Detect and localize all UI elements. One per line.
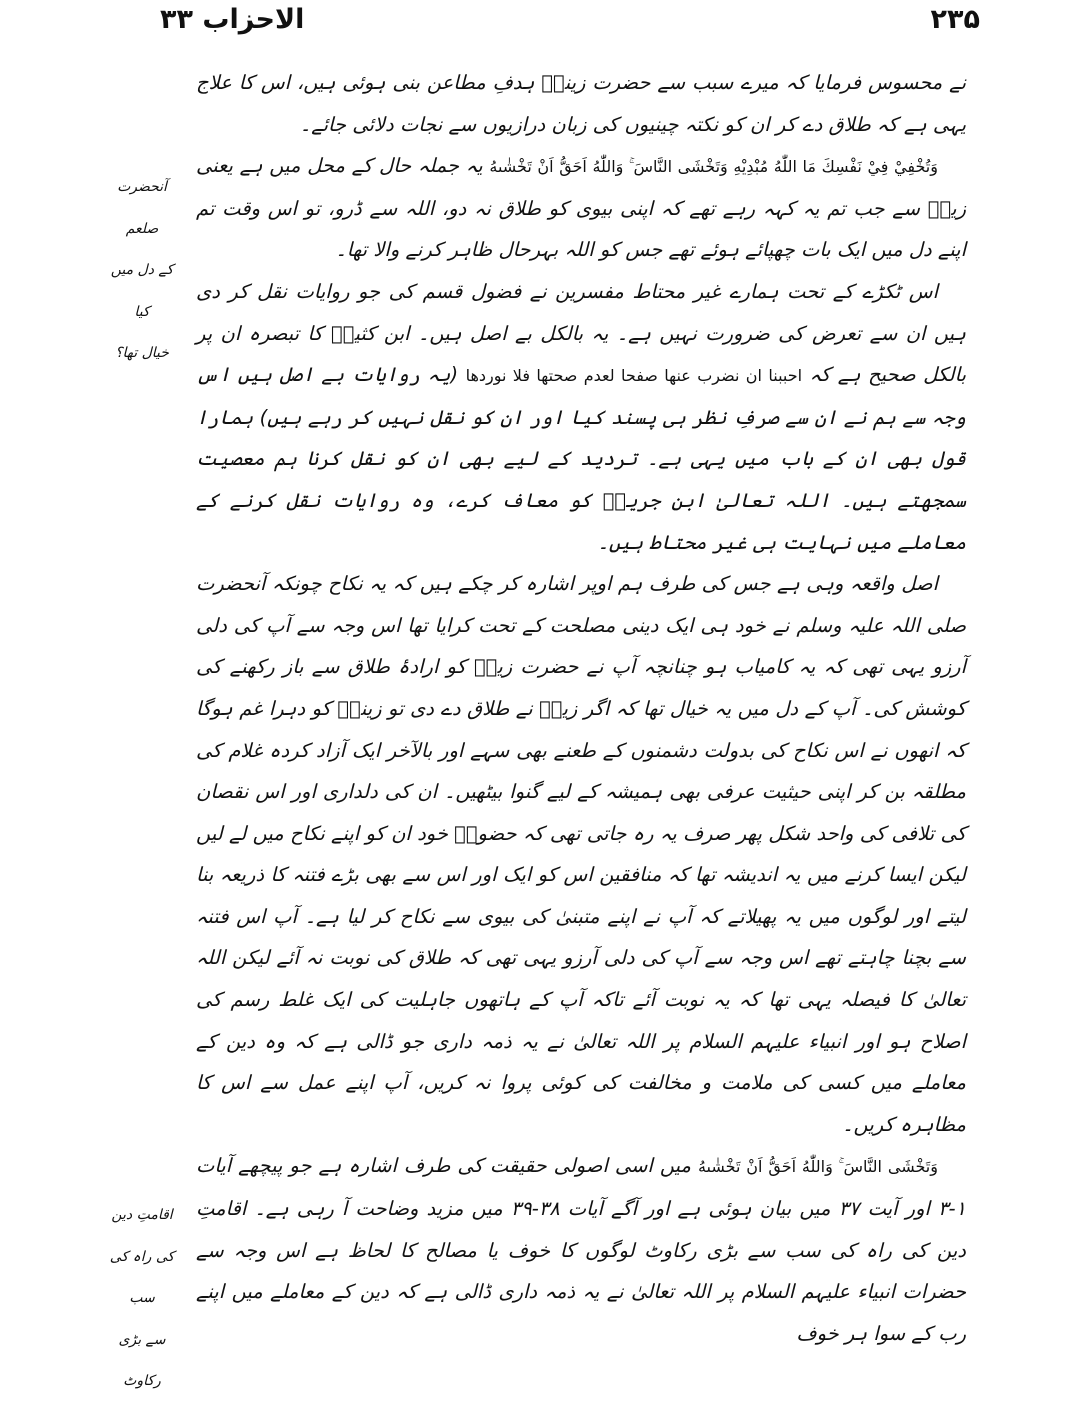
- paragraph-text: میں اسی اصولی حقیقت کی طرف اشارہ ہے جو پیچھے آیات ۱-۳ اور آیت ۳۷ میں بیان ہوئی ہے اور آگے آیات ۳۸-۳۹ میں مزید وضاحت آ رہی ہے۔ اقامتِ دین کی راہ کی سب سے بڑی رکاوٹ لوگوں کا خوف یا مصالح کا لحاظ ہے اس وجہ سے حضرات انبیاء علیہم السلام پر اللہ تعالیٰ نے یہ ذمہ داری ڈالی ہے کہ دین کے معاملے میں اپنے رب کے سوا ہر خوف: [196, 1154, 966, 1345]
- page-header: [160, 4, 980, 44]
- commentary-body: [196, 62, 966, 1354]
- paragraph-text: یہ جملہ حال کے محل میں ہے یعنی زیدؓ سے جب تم یہ کہہ رہے تھے کہ اپنی بیوی کو طلاق نہ دو، اللہ سے ڈرو، تو اس وقت تم اپنے دل میں ایک بات چھپائے ہوئے تھے جس کو اللہ بہرحال ظاہر کرنے والا تھا۔: [196, 154, 966, 262]
- margin-note-line: اقامتِ دین: [111, 1207, 173, 1223]
- arabic-quote: احببنا ان نضرب عنها صفحا لعدم صحتها فلا نوردها: [465, 366, 803, 386]
- paragraph-text: نے محسوس فرمایا کہ میرے سبب سے حضرت زینبؓ ہدفِ مطاعن بنی ہوئی ہیں، اس کا علاج یہی ہے کہ طلاق دے کر ان کو نکتہ چینیوں کی زبان درازیوں سے نجات دلائی جائے۔: [196, 71, 966, 136]
- paragraph: [196, 62, 966, 145]
- paragraph-text: اس ٹکڑے کے تحت ہمارے غیر محتاط مفسرین نے فضول قسم کی جو روایات نقل کر دی ہیں ان سے تعرض کی ضرورت نہیں ہے۔ یہ بالکل بے اصل ہیں۔ ابن کثیرؒ کا تبصرہ ان پر بالکل صحیح ہے کہ: [196, 279, 966, 387]
- paragraph-text: اصل واقعہ وہی ہے جس کی طرف ہم اوپر اشارہ کر چکے ہیں کہ یہ نکاح چونکہ آنحضرت صلی اللہ علیہ وسلم نے خود ہی ایک دینی مصلحت کے تحت کرایا تھا اس وجہ سے آپ کی دلی آرزو یہی تھی کہ یہ کامیاب ہو چنانچہ آپ نے حضرت زیدؓ کو ارادۂ طلاق سے باز رکھنے کی کوشش کی۔ آپ کے دل میں یہ خیال تھا کہ اگر زیدؓ نے طلاق دے دی تو زینبؓ کو دہرا غم ہوگا کہ انھوں نے اس نکاح کی بدولت دشمنوں کے طعنے بھی سہے اور بالآخر ایک آزاد کردہ غلام کی مطلقہ بن کر اپنی حیثیت عرفی بھی ہمیشہ کے لیے گنوا بیٹھیں۔ ان کی دلداری اور اس نقصان کی تلافی کی واحد شکل پھر صرف یہ رہ جاتی تھی کہ حضورؐ خود ان کو اپنے نکاح میں لے لیں لیکن ایسا کرنے میں یہ اندیشہ تھا کہ منافقین اس کو ایک اور اس سے بھی بڑے فتنہ کا ذریعہ بنا لیتے اور لوگوں میں یہ پھیلاتے کہ آپ نے اپنے متبنیٰ کی بیوی سے نکاح کر لیا ہے۔ آپ اس فتنہ سے بچنا چاہتے تھے اس وجہ سے آپ کی دلی آرزو یہی تھی کہ طلاق کی نوبت نہ آئے لیکن اللہ تعالیٰ کا فیصلہ یہی تھا کہ یہ نوبت آئے تاکہ آپ کے ہاتھوں جاہلیت کی ایک غلط رسم کی اصلاح ہو اور انبیاء علیہم السلام پر اللہ تعالیٰ نے یہ ذمہ داری جو ڈالی ہے کہ وہ دین کے معاملے میں کسی کی ملامت و مخالفت کی کوئی پروا نہ کریں، آپ اپنے عمل سے اس کا مظاہرہ کریں۔: [196, 572, 966, 1136]
- margin-note: [106, 1195, 178, 1403]
- paragraph: [196, 1145, 966, 1354]
- page-number: ۲۳۵: [930, 4, 980, 35]
- quranic-verse: وَتُخْفِيْ فِيْ نَفْسِكَ مَا اللّٰهُ مُبْدِيْهِ وَتَخْشَى النَّاسَ ۚ وَاللّٰهُ اَحَقُّ اَنْ تَخْشٰىهُ: [489, 157, 938, 177]
- paragraph: [196, 563, 966, 1145]
- margin-note-line: کے دل میں کیا: [110, 262, 174, 320]
- quranic-verse: وَتَخْشَى النَّاسَ ۚ وَاللّٰهُ اَحَقُّ اَنْ تَخْشٰىهُ: [697, 1157, 938, 1177]
- margin-note-line: خیال تھا؟: [115, 345, 169, 362]
- margin-note-line: سے بڑی رکاوٹ: [118, 1331, 166, 1390]
- paragraph: [196, 145, 966, 271]
- paragraph: [196, 271, 966, 563]
- margin-note-line: کی راہ کی سب: [109, 1248, 175, 1307]
- margin-note: [106, 167, 178, 375]
- surah-title: الاحزاب ۳۳: [160, 4, 305, 35]
- paragraph-text: (یہ روایات بے اصل ہیں اس وجہ سے ہم نے ان سے صرفِ نظر ہی پسند کیا اور ان کو نقل نہیں کر رہے ہیں) ہمارا قول بھی ان کے باب میں یہی ہے۔ تردید کے لیے بھی ان کو نقل کرنا ہم معصیت سمجھتے ہیں۔ اللہ تعالیٰ ابن جریرؒ کو معاف کرے، وہ روایات نقل کرنے کے معاملے میں نہایت ہی غیر محتاط ہیں۔: [196, 363, 966, 554]
- margin-note-line: آنحضرت صلعم: [117, 179, 167, 237]
